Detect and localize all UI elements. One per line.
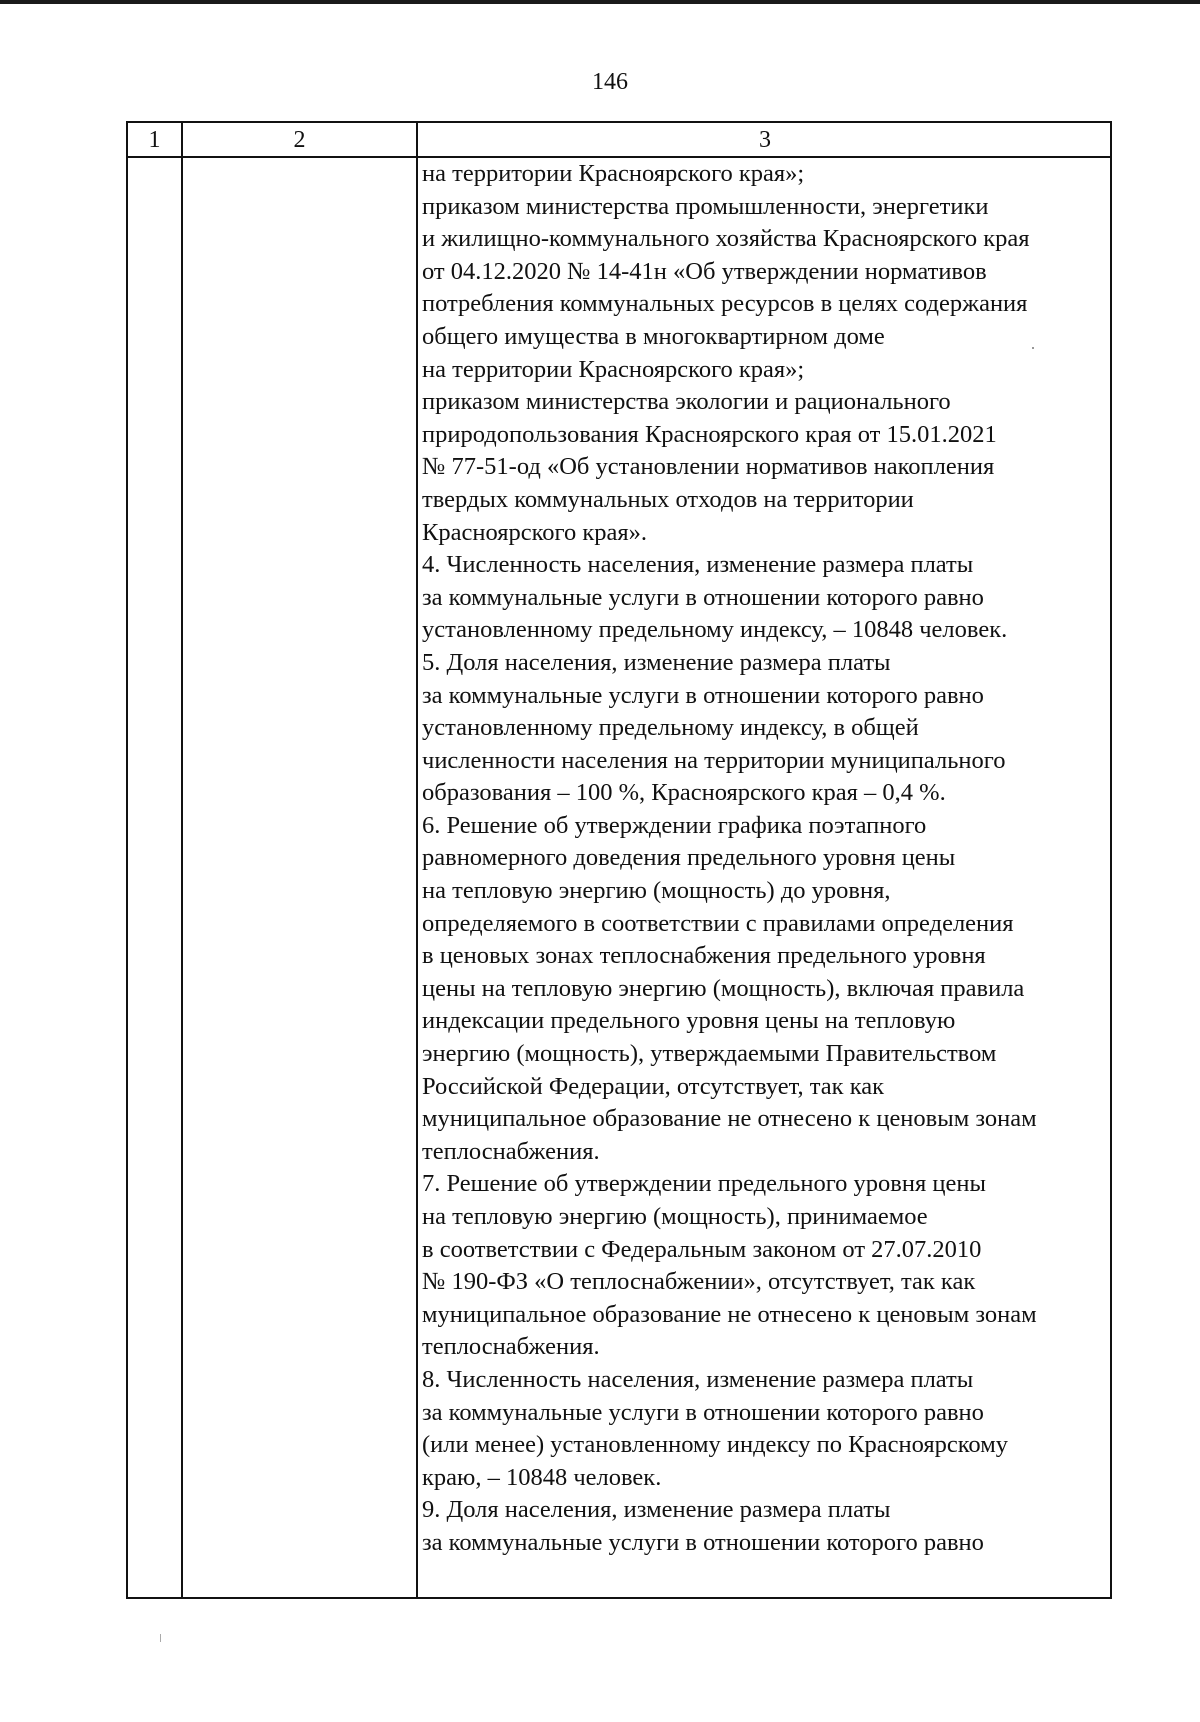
text-line: за коммунальные услуги в отношении которого равно (422, 681, 984, 709)
text-line: приказом министерства экологии и рационального (422, 388, 951, 416)
text-line: индексации предельного уровня цены на тепловую (422, 1007, 956, 1035)
text-line: за коммунальные услуги в отношении которого равно (422, 1398, 984, 1426)
text-line: 9. Доля населения, изменение размера платы (422, 1496, 891, 1524)
text-line: приказом министерства промышленности, энергетики (422, 192, 989, 220)
text-line: установленному предельному индексу, в общей (422, 714, 919, 742)
text-line: на тепловую энергию (мощность), принимаемое (422, 1203, 928, 1230)
header-cell-3: 3 (759, 127, 771, 153)
column-divider-1 (181, 123, 183, 1597)
text-line: и жилищно-коммунального хозяйства Красноярского края (422, 225, 1030, 253)
text-line: природопользования Красноярского края от 15.01.2021 (422, 420, 997, 448)
document-table (126, 121, 1112, 1599)
text-line: 8. Численность населения, изменение размера платы (422, 1365, 974, 1393)
text-line: потребления коммунальных ресурсов в целях содержания (422, 290, 1028, 318)
text-line: Красноярского края». (422, 518, 648, 546)
text-line: установленному предельному индексу, – 10848 человек. (422, 616, 1008, 644)
text-line: численности населения на территории муниципального (422, 746, 1006, 774)
text-line: равномерного доведения предельного уровня цены (422, 844, 956, 872)
text-line: твердых коммунальных отходов на территории (422, 485, 914, 513)
text-line: за коммунальные услуги в отношении которого равно (422, 1528, 984, 1556)
text-line: от 04.12.2020 № 14-41н «Об утверждении нормативов (422, 257, 987, 285)
text-line: цены на тепловую энергию (мощность), включая правила (422, 974, 1025, 1002)
header-cell-1: 1 (148, 127, 161, 153)
text-line: муниципальное образование не отнесено к ценовым зонам (422, 1105, 1037, 1133)
text-line: общего имущества в многоквартирном доме (422, 322, 885, 350)
scan-mark (160, 1634, 161, 1642)
text-line: Российской Федерации, отсутствует, так как (422, 1072, 885, 1100)
page-number: 146 (592, 69, 628, 95)
scan-speck (1032, 347, 1034, 349)
column-divider-2 (416, 123, 418, 1597)
text-line: энергию (мощность), утверждаемыми Правительством (422, 1040, 997, 1068)
text-line: теплоснабжения. (422, 1333, 600, 1361)
text-line: 5. Доля населения, изменение размера платы (422, 648, 891, 676)
text-line: 6. Решение об утверждении графика поэтапного (422, 811, 927, 839)
text-line: № 190-ФЗ «О теплоснабжении», отсутствует, так как (422, 1268, 976, 1296)
text-line: (или менее) установленному индексу по Красноярскому (422, 1431, 1008, 1459)
text-line: муниципальное образование не отнесено к ценовым зонам (422, 1300, 1037, 1328)
text-line: на территории Красноярского края»; (422, 355, 805, 383)
text-line: 4. Численность населения, изменение размера платы (422, 551, 974, 579)
text-line: на тепловую энергию (мощность) до уровня, (422, 877, 891, 905)
text-line: теплоснабжения. (422, 1137, 600, 1165)
text-line: № 77-51-од «Об установлении нормативов накопления (422, 453, 995, 481)
text-line: за коммунальные услуги в отношении которого равно (422, 583, 984, 611)
scan-top-edge (0, 0, 1200, 4)
header-cell-2: 2 (293, 127, 306, 153)
column-3-content (422, 158, 1114, 1560)
text-line: 7. Решение об утверждении предельного уровня цены (422, 1170, 986, 1198)
text-line: образования – 100 %, Красноярского края – 0,4 %. (422, 779, 946, 807)
text-line: в соответствии с Федеральным законом от 27.07.2010 (422, 1235, 982, 1263)
text-line: краю, – 10848 человек. (422, 1463, 662, 1491)
text-line: определяемого в соответствии с правилами определения (422, 909, 1014, 937)
text-line: в ценовых зонах теплоснабжения предельного уровня (422, 942, 986, 970)
text-line: на территории Красноярского края»; (422, 160, 805, 187)
